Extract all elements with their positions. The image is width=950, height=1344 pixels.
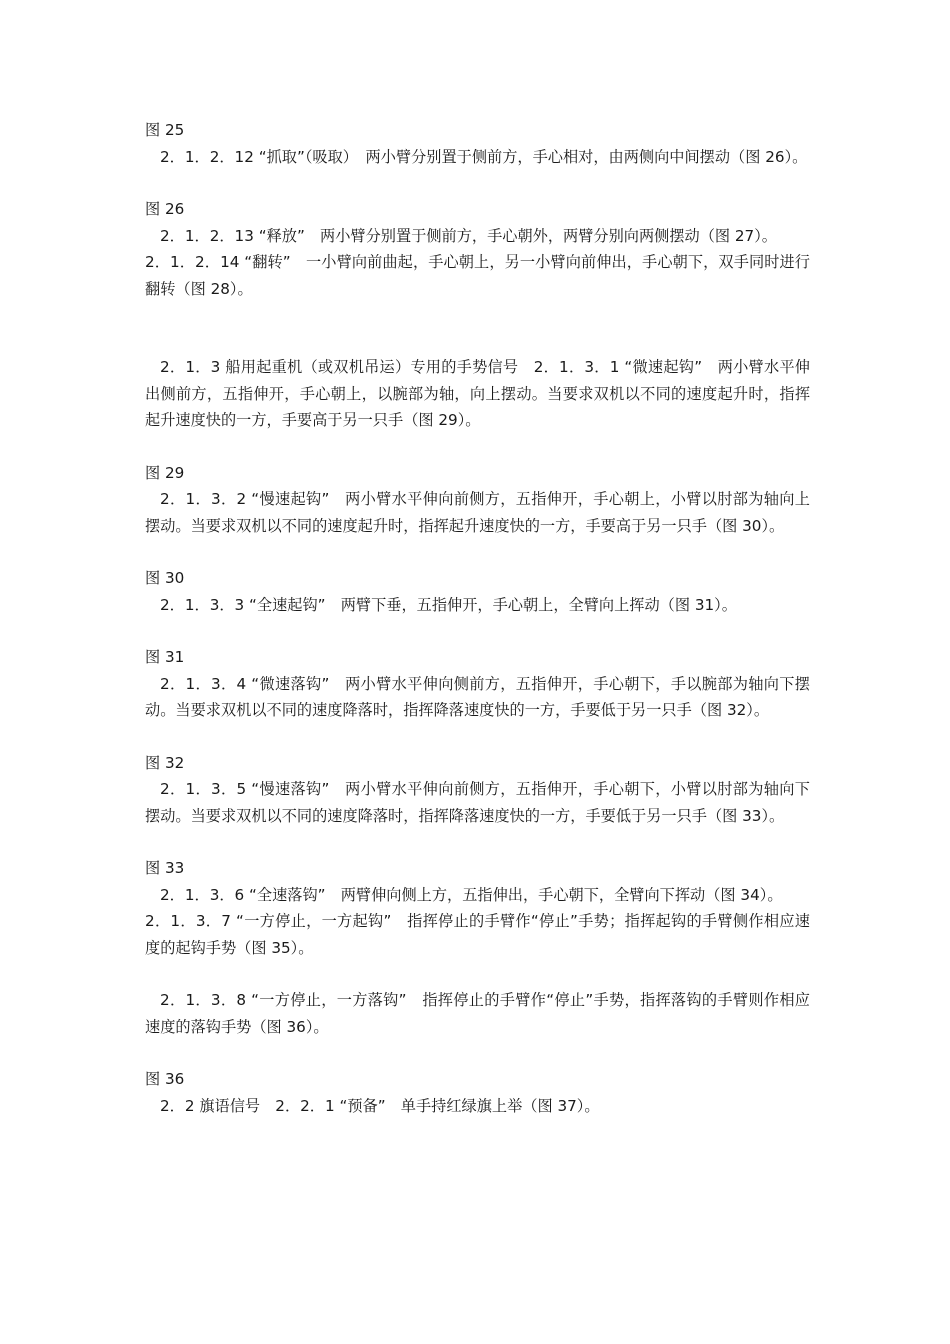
paragraph: 2．1．3．7 “一方停止，一方起钩” 指挥停止的手臂作“停止”手势；指挥起钩的手臂侧作相应速度的起钩手势（图 35）。 [145,912,810,957]
paragraph: 2．1．3．4 “微速落钩” 两小臂水平伸向侧前方，五指伸开，手心朝下，手以腕部为轴向下摆动。当要求双机以不同的速度降落时，指挥降落速度快的一方，手要低于另一只手（图 32）。 [145,674,810,719]
paragraph: 2．1．3 船用起重机（或双机吊运）专用的手势信号 2．1．3．1 “微速起钩” 两小臂水平伸出侧前方，五指伸开，手心朝上，以腕部为轴，向上摆动。当要求双机以不同的速度起升时，指挥起升速度快的一方，手要高于另一只手（图 29）。 [145,358,810,429]
figure-caption: 图 30 [145,569,185,587]
paragraph: 2．2 旗语信号 2．2．1 “预备” 单手持红绿旗上举（图 37）。 [160,1096,600,1115]
figure-caption: 图 36 [145,1070,185,1088]
figure-caption: 图 25 [145,121,185,139]
figure-caption: 图 32 [145,753,185,772]
figure-caption: 图 29 [145,463,185,482]
paragraph: 2．1．2．13 “释放” 两小臂分别置于侧前方，手心朝外，两臂分别向两侧摆动（图 27）。 [160,226,777,245]
paragraph: 2．1．3．2 “慢速起钩” 两小臂水平伸向前侧方，五指伸开，手心朝上，小臂以肘部为轴向上摆动。当要求双机以不同的速度起升时，指挥起升速度快的一方，手要高于另一只手（图 30）。 [145,490,810,535]
paragraph: 2．1．3．8 “一方停止，一方落钩” 指挥停止的手臂作“停止”手势，指挥落钩的手臂则作相应速度的落钩手势（图 36）。 [145,991,810,1036]
paragraph: 2．1．3．6 “全速落钩” 两臂伸向侧上方，五指伸出，手心朝下，全臂向下挥动（图 34）。 [160,885,783,904]
figure-caption: 图 26 [145,200,185,218]
document-body [145,117,810,1119]
paragraph: 2．1．3．5 “慢速落钩” 两小臂水平伸向前侧方，五指伸开，手心朝下，小臂以肘部为轴向下摆动。当要求双机以不同的速度降落时，指挥降落速度快的一方，手要低于另一只手（图 33）。 [145,780,810,825]
paragraph: 2．1．2．14 “翻转” 一小臂向前曲起，手心朝上，另一小臂向前伸出，手心朝下，双手同时进行翻转（图 28）。 [145,253,810,298]
paragraph: 2．1．2．12 “抓取”（吸取） 两小臂分别置于侧前方，手心相对，由两侧向中间摆动（图 26）。 [160,147,808,166]
figure-caption: 图 31 [145,648,185,666]
paragraph: 2．1．3．3 “全速起钩” 两臂下垂，五指伸开，手心朝上，全臂向上挥动（图 31）。 [160,595,737,614]
figure-caption: 图 33 [145,859,185,877]
